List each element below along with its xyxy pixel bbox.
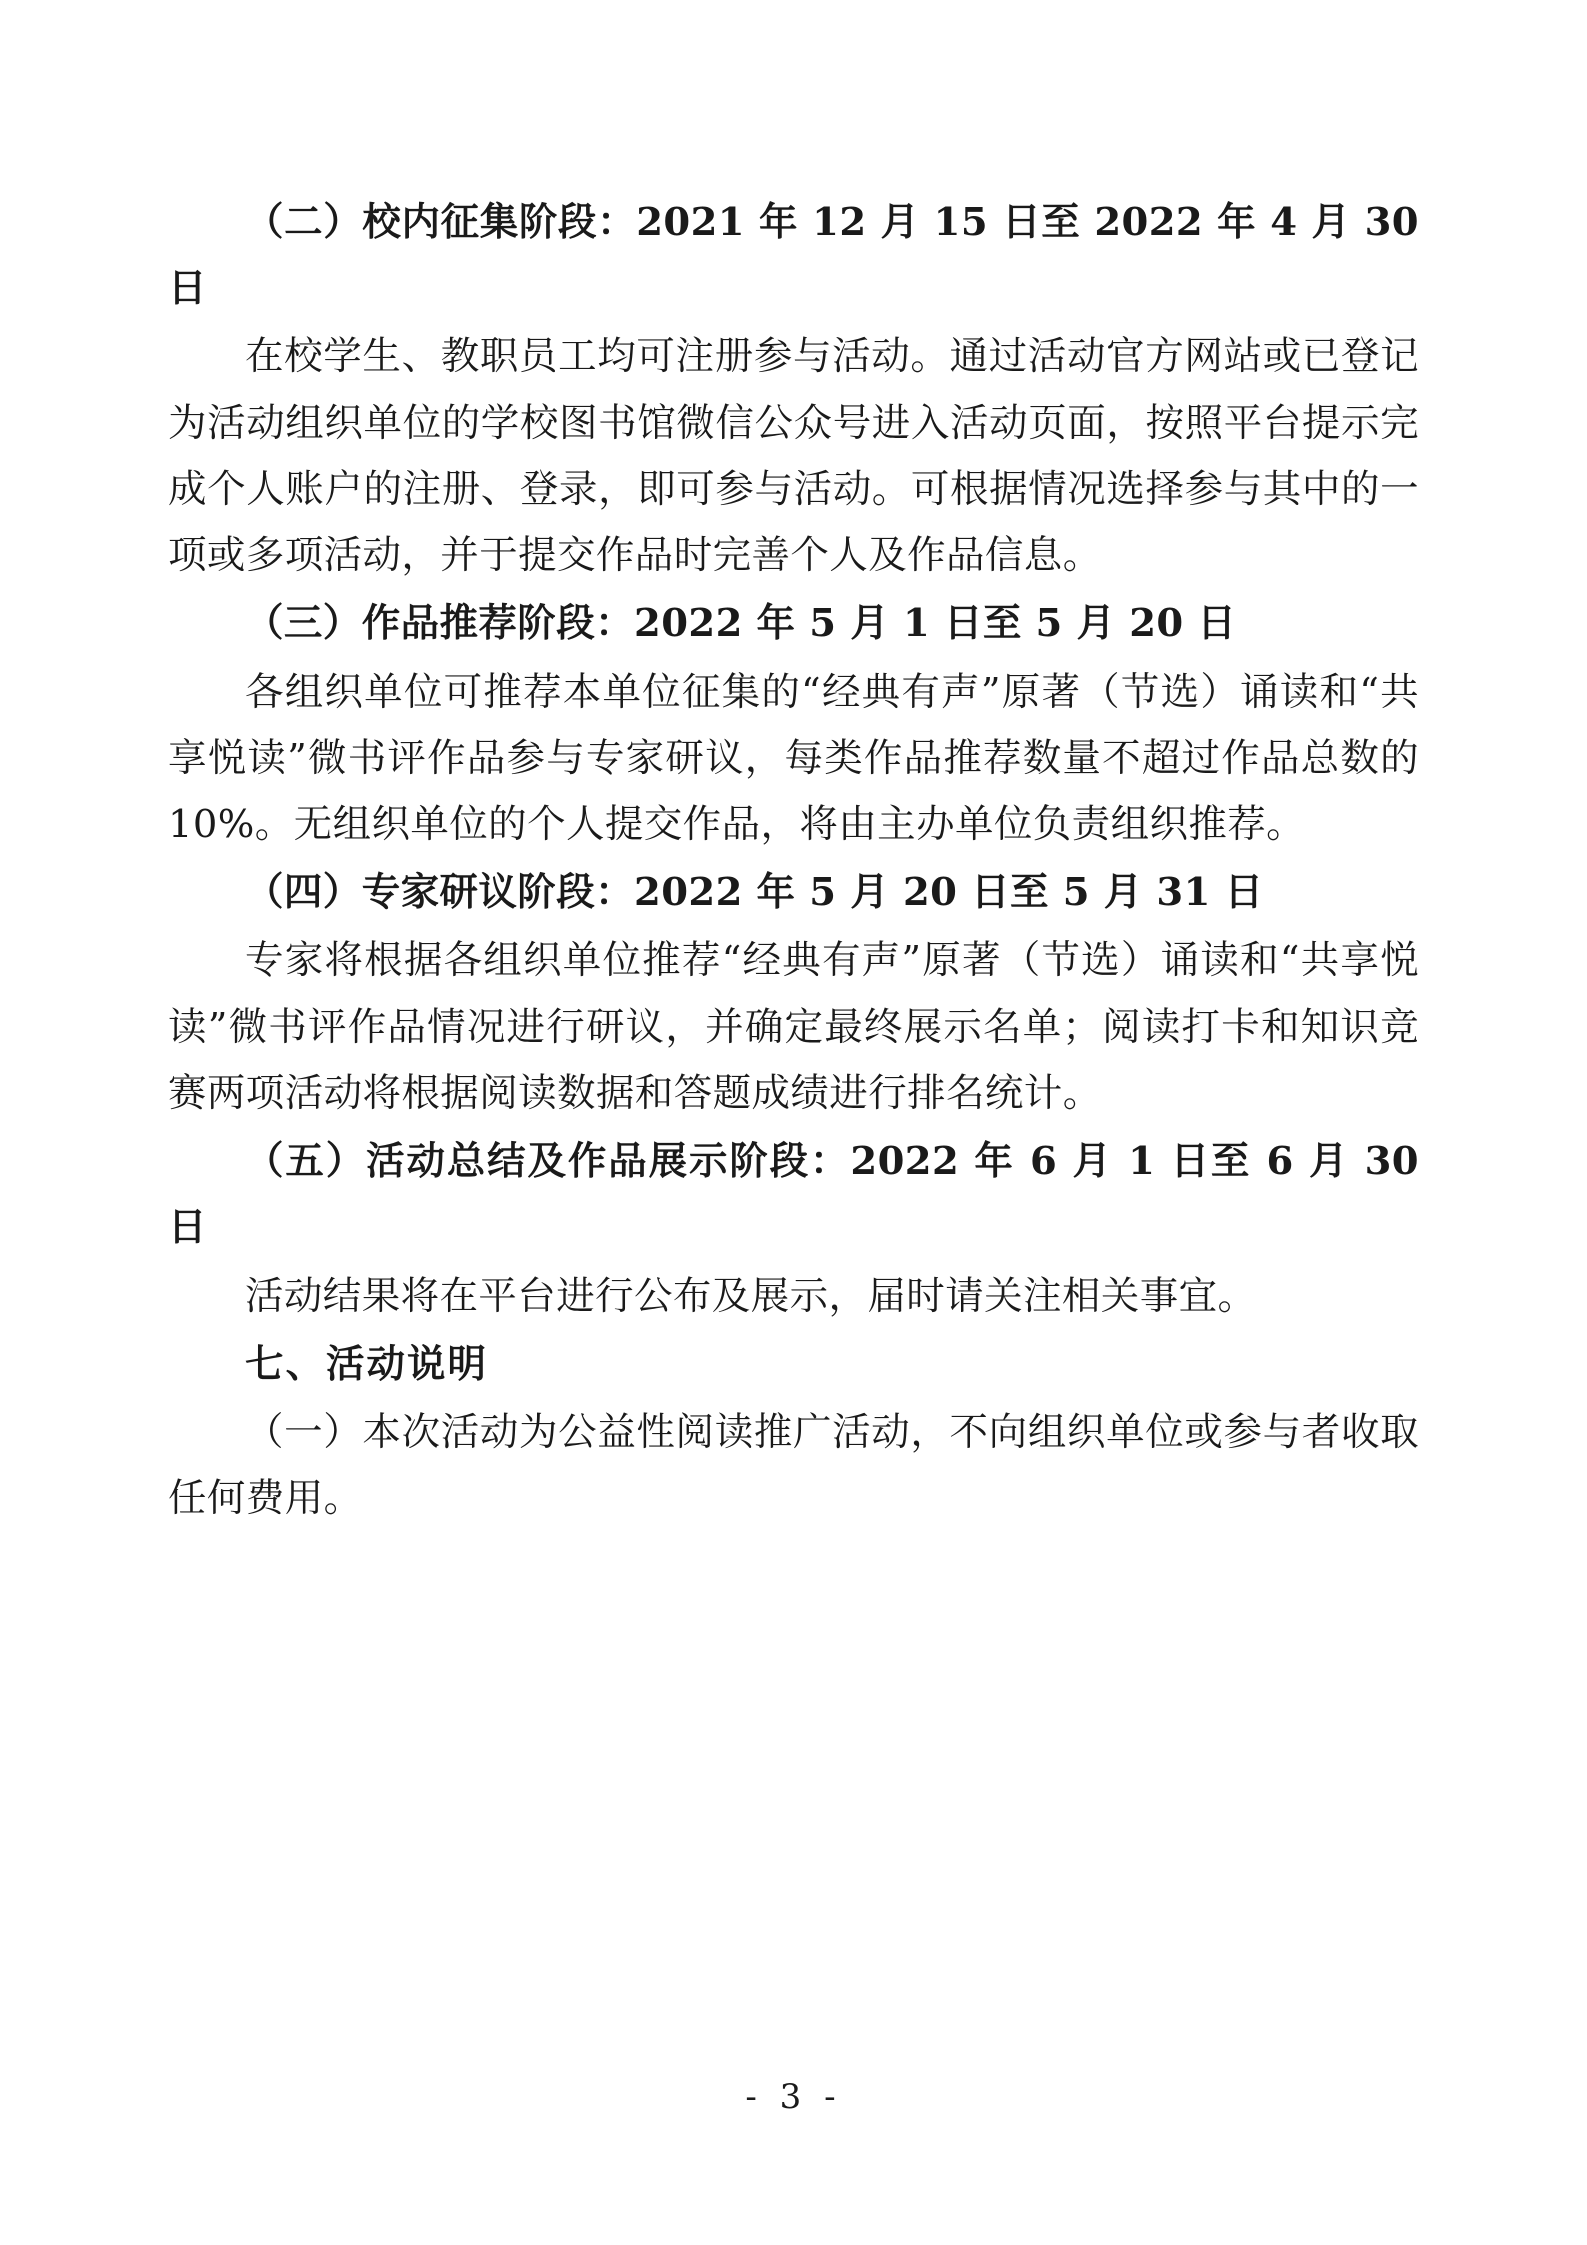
section-heading-collection-stage: （二）校内征集阶段：2021 年 12 月 15 日至 2022 年 4 月 30 日 — [168, 200, 1419, 312]
section-heading-activity-notes: 七、活动说明 — [245, 1341, 489, 1387]
paragraph-collection-stage: 在校学生、教职员工均可注册参与活动。通过活动官方网站或已登记为活动组织单位的学校图书馆微信公众号进入活动页面，按照平台提示完成个人账户的注册、登录，即可参与活动。可根据情况选择参与其中的一项或多项活动，并于提交作品时完善个人及作品信息。 — [168, 334, 1419, 579]
section-heading-recommendation-stage: （三）作品推荐阶段：2022 年 5 月 1 日至 5 月 20 日 — [245, 601, 1237, 647]
paragraph-recommendation-stage: 各组织单位可推荐本单位征集的“经典有声”原著（节选）诵读和“共享悦读”微书评作品参与专家研议，每类作品推荐数量不超过作品总数的 10%。无组织单位的个人提交作品，将由主办单位负责组织推荐。 — [168, 669, 1419, 847]
section-heading-summary-stage: （五）活动总结及作品展示阶段：2022 年 6 月 1 日至 6 月 30 日 — [168, 1139, 1419, 1251]
paragraph-expert-review-stage: 专家将根据各组织单位推荐“经典有声”原著（节选）诵读和“共享悦读”微书评作品情况进行研议，并确定最终展示名单；阅读打卡和知识竞赛两项活动将根据阅读数据和答题成绩进行排名统计。 — [168, 938, 1419, 1116]
section-heading-expert-review-stage: （四）专家研议阶段：2022 年 5 月 20 日至 5 月 31 日 — [245, 870, 1264, 916]
page-number: - 3 - — [745, 2077, 842, 2117]
paragraph-activity-notes-item-1: （一）本次活动为公益性阅读推广活动，不向组织单位或参与者收取任何费用。 — [168, 1409, 1419, 1522]
paragraph-summary-stage: 活动结果将在平台进行公布及展示，届时请关注相关事宜。 — [245, 1273, 1257, 1319]
document-body — [168, 190, 1419, 1532]
